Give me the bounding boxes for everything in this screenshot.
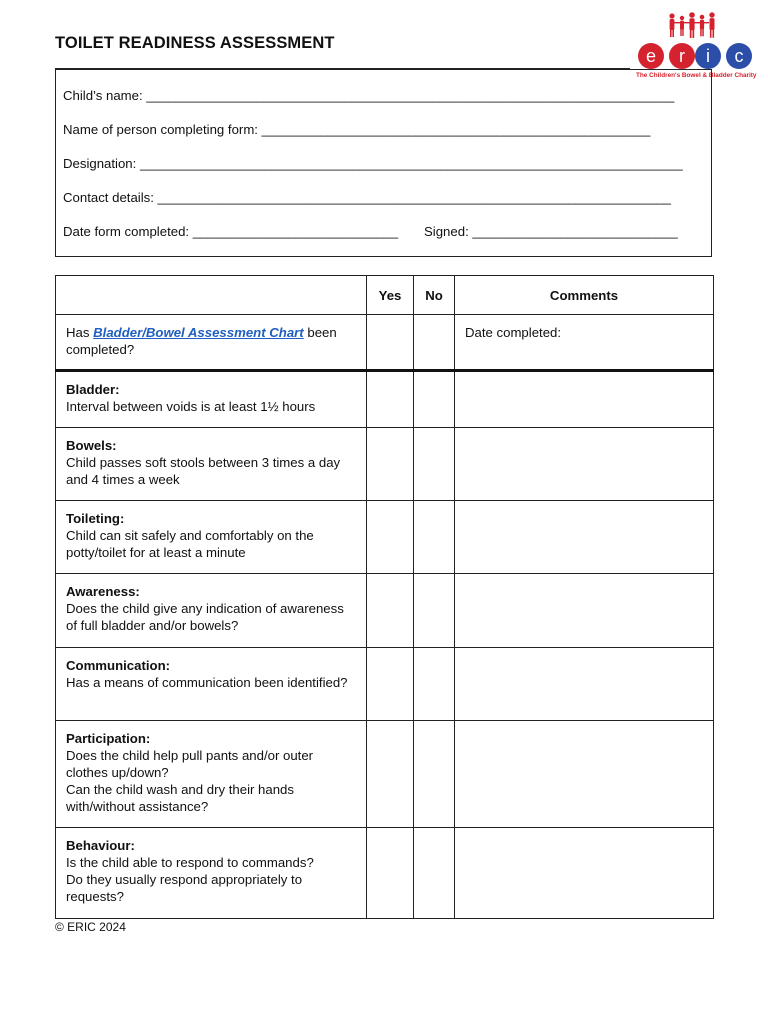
row-text: Can the child wash and dry their hands with/without assistance? <box>66 782 294 814</box>
row-text: Child can sit safely and comfortably on the potty/toilet for at least a minute <box>66 528 314 560</box>
no-checkbox[interactable] <box>414 828 455 919</box>
no-checkbox[interactable] <box>414 315 455 371</box>
svg-text:c: c <box>734 46 744 66</box>
childs-name-field[interactable]: Child’s name: ________________________________________________________________________ <box>63 88 675 103</box>
comment-cell[interactable] <box>455 428 714 501</box>
chart-row <box>56 315 714 371</box>
family-figures-icon <box>669 12 714 38</box>
row-title: Participation: <box>66 731 151 746</box>
table-row <box>56 721 714 828</box>
comment-cell[interactable] <box>455 648 714 721</box>
copyright-footer: © ERIC 2024 <box>55 920 126 934</box>
row-text: Do they usually respond appropriately to requests? <box>66 872 303 904</box>
table-row <box>56 828 714 919</box>
header-no: No <box>414 276 455 315</box>
yes-checkbox[interactable] <box>367 828 414 919</box>
row-text: Does the child give any indication of awareness of full bladder and/or bowels? <box>66 601 344 633</box>
comment-cell[interactable] <box>455 315 714 371</box>
question-cell <box>56 648 367 721</box>
svg-text:r: r <box>679 46 685 66</box>
question-cell <box>56 721 367 828</box>
date-completed-label: Date completed: <box>465 325 562 340</box>
row-title: Toileting: <box>66 511 125 526</box>
row-title: Behaviour: <box>66 838 135 853</box>
row-title: Communication: <box>66 658 171 673</box>
details-box <box>55 69 712 257</box>
row-title: Awareness: <box>66 584 140 599</box>
no-checkbox[interactable] <box>414 574 455 648</box>
svg-text:i: i <box>706 46 710 66</box>
table-row <box>56 428 714 501</box>
yes-checkbox[interactable] <box>367 721 414 828</box>
assessment-chart-link[interactable]: Bladder/Bowel Assessment Chart <box>93 325 304 340</box>
header-yes: Yes <box>367 276 414 315</box>
svg-text:e: e <box>645 46 657 66</box>
no-checkbox[interactable] <box>414 371 455 428</box>
question-cell <box>56 428 367 501</box>
chart-question-cell <box>56 315 367 371</box>
comment-cell[interactable] <box>455 371 714 428</box>
row-title: Bowels: <box>66 438 117 453</box>
date-completed-field[interactable]: Date form completed: ____________________________ <box>63 224 399 239</box>
table-header-row <box>56 276 714 315</box>
question-cell <box>56 574 367 648</box>
no-checkbox[interactable] <box>414 721 455 828</box>
no-checkbox[interactable] <box>414 428 455 501</box>
logo-tagline: The Children's Bowel & Bladder Charity <box>636 72 757 79</box>
yes-checkbox[interactable] <box>367 428 414 501</box>
question-cell <box>56 501 367 574</box>
yes-checkbox[interactable] <box>367 648 414 721</box>
person-completing-field[interactable]: Name of person completing form: _____________________________________________________ <box>63 122 651 137</box>
question-cell <box>56 828 367 919</box>
comment-cell[interactable] <box>455 721 714 828</box>
chart-prefix: Has <box>66 325 94 340</box>
row-text: Does the child help pull pants and/or outer clothes up/down? <box>66 748 314 780</box>
header-question <box>56 276 367 315</box>
no-checkbox[interactable] <box>414 648 455 721</box>
comment-cell[interactable] <box>455 501 714 574</box>
signed-field[interactable]: Signed: ____________________________ <box>424 224 678 239</box>
row-text: Child passes soft stools between 3 times a day and 4 times a week <box>66 455 341 487</box>
row-text: Interval between voids is at least 1½ hours <box>66 399 316 414</box>
table-row <box>56 501 714 574</box>
question-cell <box>56 371 367 428</box>
yes-checkbox[interactable] <box>367 371 414 428</box>
row-text: Is the child able to respond to commands? <box>66 855 314 870</box>
yes-checkbox[interactable] <box>367 574 414 648</box>
table-row <box>56 648 714 721</box>
page-title: TOILET READINESS ASSESSMENT <box>55 34 335 52</box>
designation-field[interactable]: Designation: __________________________________________________________________________ <box>63 156 683 171</box>
comment-cell[interactable] <box>455 574 714 648</box>
contact-details-field[interactable]: Contact details: ______________________________________________________________________ <box>63 190 671 205</box>
row-title: Bladder: <box>66 382 120 397</box>
comment-cell[interactable] <box>455 828 714 919</box>
table-row <box>56 371 714 428</box>
assessment-table <box>55 275 714 919</box>
yes-checkbox[interactable] <box>367 501 414 574</box>
table-row <box>56 574 714 648</box>
row-text: Has a means of communication been identified? <box>66 675 348 690</box>
no-checkbox[interactable] <box>414 501 455 574</box>
header-comments: Comments <box>455 276 714 315</box>
yes-checkbox[interactable] <box>367 315 414 371</box>
chart-suffix: been completed? <box>66 325 337 357</box>
